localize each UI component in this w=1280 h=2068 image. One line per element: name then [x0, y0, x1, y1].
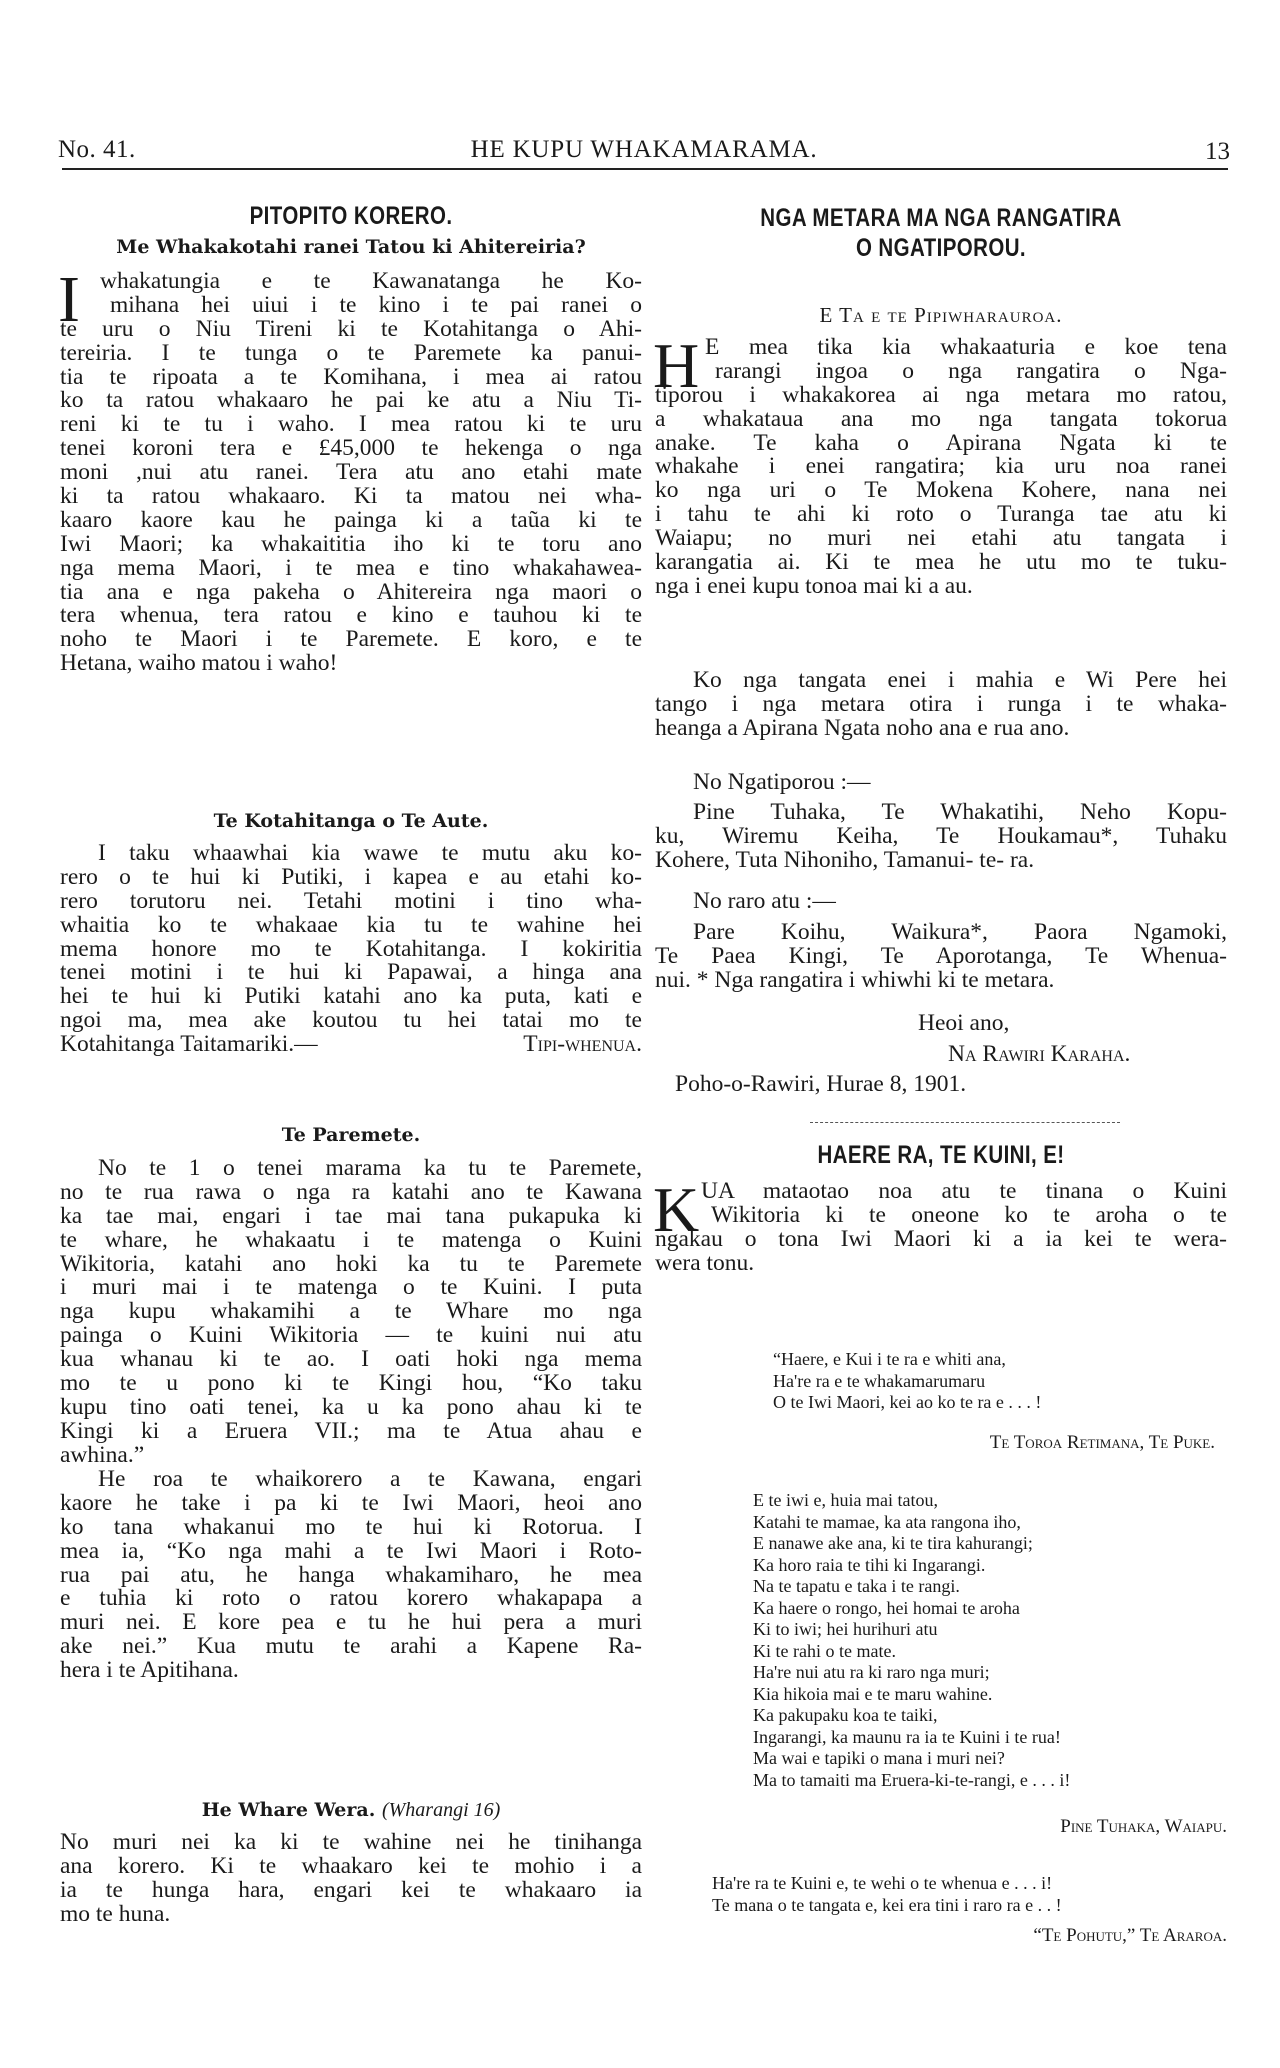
text-line: ia te hunga hara, engari kei te whakaaro ia — [60, 1876, 642, 1903]
page-reference: (Wharangi 16) — [381, 1799, 501, 1821]
poem-line: Ki te rahi o te mate. — [753, 1640, 896, 1661]
text-line: nga i enei kupu tonoa mai ki a au. — [655, 572, 973, 599]
text-line: Te Paea Kingi, Te Aporotanga, Te Whenua- — [655, 942, 1227, 969]
letter-closing: Heoi ano, — [918, 1010, 1010, 1036]
text-line: te whare, he whakaatu i te matenga o Kuini — [60, 1226, 642, 1253]
text-line: ko ta ratou whakaaro he pai ke atu a Niu Ti- — [60, 387, 642, 414]
section-title-pitopito-korero: PITOPITO KORERO. — [249, 202, 453, 230]
text-line: anake. Te kaha o Apirana Ngata ki te — [655, 429, 1227, 456]
text-line: Pare Koihu, Waikura*, Paora Ngamoki, — [693, 919, 1227, 945]
article-lines — [655, 890, 1227, 914]
poem-lines — [773, 1349, 1223, 1414]
text-line: hei te hui ki Putiki katahi ano ka puta, kati e — [60, 983, 642, 1010]
poem-line: Ingarangi, ka maunu ra ia te Kuini i te rua! — [753, 1726, 1061, 1747]
letter-body-p1 — [653, 330, 1227, 599]
poem-line: Ka pakupaku koa te taiki, — [753, 1705, 938, 1725]
text-line: tereiria. I te tunga o te Paremete ka panui- — [60, 339, 642, 366]
text-line: mema honore mo te Kotahitanga. I kokiritia — [60, 935, 642, 962]
text-line: UA mataotao noa atu te tinana o Kuini — [701, 1178, 1227, 1204]
text-line: mo te huna. — [60, 1900, 171, 1927]
text-line: tango i nga metara otira i runga i te whaka- — [655, 690, 1227, 717]
text-line: te uru o Niu Tireni ki te Kotahitanga o Ahi- — [60, 315, 642, 342]
text-line: Kingi ki a Eruera VII.; ma te Atua ahau e — [60, 1417, 642, 1444]
text-line: E mea tika kia whakaaturia e koe tena — [705, 334, 1227, 360]
text-line: karangatia ai. Ki te mea he utu mo te tuku- — [655, 549, 1227, 576]
text-line: rarangi ingoa o nga rangatira o Nga- — [715, 357, 1227, 384]
poem-3 — [712, 1873, 1232, 1916]
letter-body-names-1 — [655, 801, 1227, 873]
text-line: reni ki te tu i waho. I mea ratou ki te uru — [60, 411, 642, 438]
text-line: ngakau o tona Iwi Maori ki a ia kei te wera- — [655, 1225, 1227, 1252]
text-line: muri nei. E kore pea e tu he hui pera a muri — [60, 1609, 642, 1636]
text-line: awhina.” — [60, 1441, 145, 1468]
letter-body-no-raro — [655, 890, 1227, 914]
poem-line: “Haere, e Kui i te ra e whiti ana, — [773, 1349, 1006, 1369]
text-line: ko nga uri o Te Mokena Kohere, nana nei — [655, 477, 1227, 504]
text-line: ana korero. Ki te whaakaro kei te mohio i a — [60, 1852, 642, 1879]
letter-salutation: E Ta e te Pipiwharauroa. — [819, 303, 1063, 327]
text-line: noho te Maori i te Paremete. E koro, e te — [60, 626, 642, 653]
heading-text: He Whare Wera. — [201, 1799, 376, 1821]
article-lines — [58, 263, 642, 677]
article-title-metara-line2: O NGATIPOROU. — [855, 234, 1027, 262]
text-line: Wikitoria, katahi ano hoki ka tu te Paremete — [60, 1250, 642, 1277]
article-heading-kotahitanga: Te Kotahitanga o Te Aute. — [213, 810, 489, 832]
text-line: wera tonu. — [655, 1249, 755, 1276]
text-line: nui. * Nga rangatira i whiwhi ki te metara. — [655, 966, 1055, 993]
text-line: Hetana, waiho matou i waho! — [60, 650, 338, 677]
text-line: tenei motini i te hui ki Papawai, a hinga ana — [60, 959, 642, 986]
text-line: whakahe i enei rangatira; kia uru noa ranei — [655, 453, 1227, 480]
text-line: No Ngatiporou :— — [693, 769, 871, 795]
poem-line: Ka horo raia te tihi ki Ingarangi. — [753, 1554, 986, 1575]
text-line: tenei koroni tera e £45,000 te hekenga o nga — [60, 435, 642, 462]
text-line: a whakataua ana mo nga tangata tokorua — [655, 405, 1227, 432]
text-line: nga kupu whakamihi a te Whare mo nga — [60, 1298, 642, 1325]
attribution-text: “Te Pohutu,” Te Araroa. — [1033, 1925, 1227, 1946]
text-line: whakatungia e te Kawanatanga he Ko- — [100, 268, 642, 294]
letter-signature: Na Rawiri Karaha. — [948, 1041, 1131, 1067]
text-line: i tahu te ahi ki roto o Turanga tae atu ki — [655, 501, 1227, 528]
page-number: 13 — [1205, 138, 1230, 165]
text-line: kaaro kaore kau he painga ki a taũa ki te — [60, 506, 642, 533]
poem-line: Na te tapatu e taka i te rangi. — [753, 1576, 960, 1596]
poem-3-attribution — [655, 1925, 1227, 1947]
text-line: ka tae mai, engari i tae mai tana pukapuka ki — [60, 1202, 642, 1229]
text-line: No muri nei ka ki te wahine nei he tinihanga — [60, 1829, 642, 1855]
text-line: kupu tino oati tenei, ka u ka pono ahau ki te — [60, 1393, 642, 1420]
article-title-haere-ra: HAERE RA, TE KUINI, E! — [817, 1141, 1065, 1169]
text-line: Waiapu; no muri nei etahi atu tangata i — [655, 525, 1227, 552]
article-body-haere-ra — [653, 1174, 1227, 1276]
text-line: He roa te whaikorero a te Kawana, engari — [98, 1466, 642, 1492]
text-line: nga mema Maori, i te mea e tino whakahawea- — [60, 554, 642, 581]
drop-cap: I — [58, 263, 80, 336]
text-line: Pine Tuhaka, Te Whakatihi, Neho Kopu- — [693, 799, 1227, 825]
text-line: e tuhia ki roto o ratou korero whakapapa a — [60, 1585, 642, 1612]
running-header — [58, 136, 1230, 166]
text-line: tera whenua, tera ratou e kino e tauhou ki te — [60, 602, 642, 629]
poem-line: E te iwi e, huia mai tatou, — [753, 1490, 938, 1510]
poem-line: O te Iwi Maori, kei ao ko te ra e . . . ! — [773, 1392, 1042, 1412]
text-line: ku, Wiremu Keiha, Te Houkamau*, Tuhaku — [655, 822, 1227, 849]
text-line: Kohere, Tuta Nihoniho, Tamanui- te- ra. — [655, 846, 1035, 873]
text-line: mea ia, “Ko nga mahi a te Iwi Maori i Roto- — [60, 1537, 642, 1564]
text-line: No te 1 o tenei marama ka tu te Paremete, — [98, 1155, 642, 1181]
drop-cap: K — [653, 1174, 700, 1245]
text-line: kaore he take i pa ki te Iwi Maori, heoi ano — [60, 1489, 642, 1516]
article-lines — [655, 921, 1227, 993]
text-line: mihana hei uiui i te kino i te pai ranei o — [110, 291, 642, 318]
article-body-paremete-p1 — [60, 1157, 642, 1468]
text-line: tiporou i whakakorea ai nga metara mo ratou, — [655, 381, 1227, 408]
text-line: Iwi Maori; ka whakaititia iho ki te toru ano — [60, 530, 642, 557]
article-lines — [655, 801, 1227, 873]
article-lines — [60, 1157, 642, 1468]
text-line: I taku whaawhai kia wawe te mutu aku ko- — [98, 840, 642, 866]
text-line: mo te u pono ki te Kingi hou, “Ko taku — [60, 1370, 642, 1397]
article-lines — [653, 330, 1227, 599]
article-heading-paremete: Te Paremete. — [281, 1124, 421, 1146]
article-body-paremete-p2 — [60, 1468, 642, 1683]
kotahitanga-signature-line — [60, 1033, 642, 1057]
article-heading-whare-wera — [60, 1799, 642, 1822]
text-line: hera i te Apitihana. — [60, 1657, 239, 1684]
drop-cap: H — [653, 330, 700, 401]
text-line: no te rua rawa o nga ra katahi ano te Kawana — [60, 1178, 642, 1205]
article-title-metara-line1: NGA METARA MA NGA RANGATIRA — [760, 204, 1122, 232]
poem-1-attribution: Te Toroa Retimana, Te Puke. — [989, 1432, 1215, 1453]
section-divider — [810, 1122, 1120, 1123]
text-line: ngoi ma, mea ake koutou tu hei tatai mo te — [60, 1007, 642, 1034]
text-line: rua pai atu, he hanga whakamiharo, he mea — [60, 1561, 642, 1588]
text-line: ki ta ratou whakaaro. Ki ta matou nei wha- — [60, 483, 642, 510]
text-line: ake nei.” Kua mutu te arahi a Kapene Ra- — [60, 1633, 642, 1660]
text-line: moni ,nui atu ranei. Tera atu ano etahi mate — [60, 459, 642, 486]
poem-lines — [712, 1873, 1232, 1916]
text-line: ko tana whakanui mo te hui ki Rotorua. I — [60, 1513, 642, 1540]
poem-line: Katahi te mamae, ka ata rangona iho, — [753, 1511, 1021, 1532]
article-body-ahitereiria — [58, 263, 642, 677]
text-line: painga o Kuini Wikitoria — te kuini nui atu — [60, 1322, 642, 1349]
text-line: whaitia ko te whakaae kia tu te wahine hei — [60, 911, 642, 938]
article-lines — [655, 771, 1227, 795]
article-body-whare-wera — [60, 1831, 642, 1927]
poem-line: Ka haere o rongo, hei homai te aroha — [753, 1597, 1020, 1618]
article-body-kotahitanga — [60, 842, 642, 1057]
text-line: tia ana e nga pakeha o Ahitereira nga maori o — [60, 578, 642, 605]
poem-2-attribution: Pine Tuhaka, Waiapu. — [1060, 1816, 1227, 1837]
letter-body-names-2 — [655, 921, 1227, 993]
poem-line: Ha're ra te Kuini e, te wehi o te whenua e . . . i! — [712, 1873, 1053, 1893]
text-line: Kotahitanga Taitamariki.— — [60, 1031, 318, 1058]
letter-dateline: Poho-o-Rawiri, Hurae 8, 1901. — [675, 1071, 967, 1097]
text-line: Wikitoria ki te oneone ko te aroha o te — [711, 1201, 1227, 1228]
article-lines — [653, 1174, 1227, 1276]
poem-line: Ha're nui atu ra ki raro nga muri; — [753, 1662, 990, 1682]
article-lines — [60, 1831, 642, 1927]
poem-line: E nanawe ake ana, ki te tira kahurangi; — [753, 1533, 1033, 1553]
poem-1 — [773, 1349, 1223, 1414]
poem-line: Te mana o te tangata e, kei era tini i raro ra e . . ! — [712, 1894, 1062, 1915]
header-rule — [62, 168, 1228, 170]
publication-title: HE KUPU WHAKAMARAMA. — [470, 136, 818, 163]
text-line: No raro atu :— — [693, 888, 836, 914]
poem-line: Ma wai e tapiki o mana i muri nei? — [753, 1748, 1005, 1768]
author-signature: Tipi-whenua. — [523, 1031, 642, 1057]
poem-line: Kia hikoia mai e te maru wahine. — [753, 1683, 993, 1704]
poem-line: Ki to iwi; hei hurihuri atu — [753, 1619, 938, 1639]
letter-body-no-ngatiporou — [655, 771, 1227, 795]
text-line: rero torutoru nei. Tetahi motini i tino wha- — [60, 887, 642, 914]
poem-lines — [753, 1490, 1223, 1791]
text-line: heanga a Apirana Ngata noho ana e rua ano. — [655, 714, 1070, 741]
article-heading-ahitereiria: Me Whakakotahi ranei Tatou ki Ahitereiria? — [116, 236, 586, 258]
text-line: kua whanau ki te ao. I oati hoki nga mema — [60, 1346, 642, 1373]
issue-number: No. 41. — [58, 136, 136, 163]
poem-2 — [753, 1490, 1223, 1791]
article-lines — [60, 1468, 642, 1683]
poem-line: Ma to tamaiti ma Eruera-ki-te-rangi, e . . . i! — [753, 1769, 1071, 1790]
text-line: rero o te hui ki Putiki, i kapea e au etahi ko- — [60, 863, 642, 890]
text-line: Ko nga tangata enei i mahia e Wi Pere hei — [693, 667, 1227, 693]
article-lines — [60, 842, 642, 1057]
poem-line: Ha're ra e te whakamarumaru — [773, 1370, 986, 1391]
letter-body-p2 — [655, 669, 1227, 741]
article-lines — [655, 669, 1227, 741]
text-line: tia te ripoata a te Komihana, i mea ai ratou — [60, 363, 642, 390]
text-line: i muri mai i te matenga o te Kuini. I puta — [60, 1274, 642, 1301]
